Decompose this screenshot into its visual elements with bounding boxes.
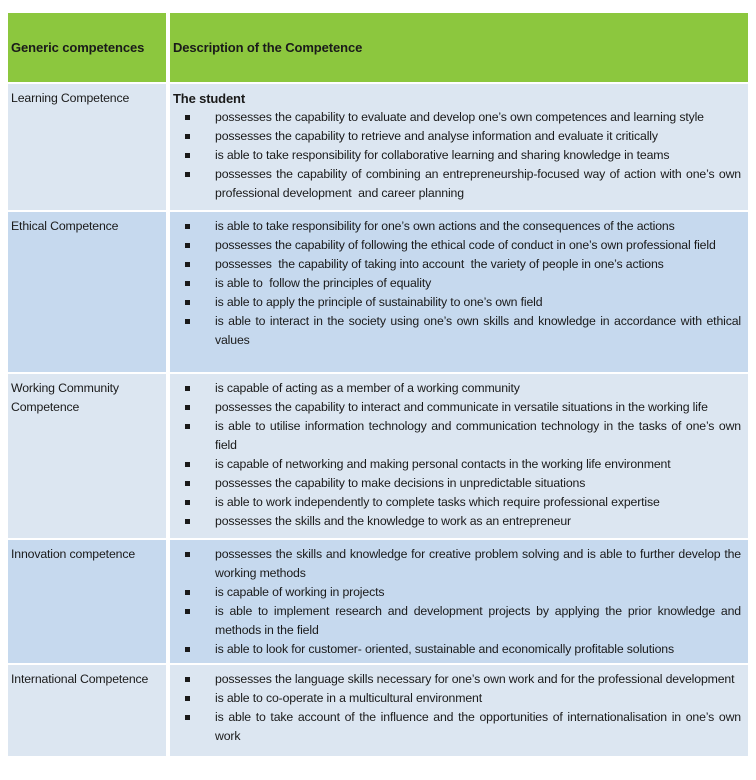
bullet-item <box>173 236 741 255</box>
bullet-text: is capable of networking and making personal contacts in the working life environment <box>215 457 671 471</box>
bullet-item <box>173 493 741 512</box>
square-bullet-icon <box>173 236 215 255</box>
bullet-text: is able to interact in the society using one’s own skills and knowledge in accordance with ethical values <box>215 314 741 347</box>
table-header-row <box>8 13 748 82</box>
bullet-text: is able to look for customer- oriented, sustainable and economically profitable solutions <box>215 642 674 656</box>
description-cell <box>170 212 748 372</box>
square-bullet-icon <box>173 640 215 659</box>
bullet-item <box>173 583 741 602</box>
square-bullet-icon <box>173 108 215 127</box>
header-generic-competences: Generic competences <box>8 13 166 82</box>
bullet-text: is able to work independently to complete tasks which require professional expertise <box>215 495 660 509</box>
bullet-item <box>173 670 741 689</box>
bullet-item <box>173 398 741 417</box>
bullet-item <box>173 602 741 640</box>
square-bullet-icon <box>173 146 215 165</box>
square-bullet-icon <box>173 602 215 640</box>
bullet-item <box>173 379 741 398</box>
square-bullet-icon <box>173 670 215 689</box>
bullet-item <box>173 274 741 293</box>
competence-name-cell <box>8 212 166 372</box>
bullet-list <box>173 379 741 531</box>
table-row <box>8 665 748 756</box>
competence-name: International Competence <box>11 672 149 686</box>
bullet-list <box>173 217 741 350</box>
table-body <box>8 84 748 756</box>
bullet-text: possesses the capability to retrieve and analyse information and evaluate it critically <box>215 129 658 143</box>
description-cell <box>170 84 748 210</box>
competence-name: Ethical Competence <box>11 219 119 233</box>
square-bullet-icon <box>173 545 215 583</box>
competence-name: Innovation competence <box>11 547 136 561</box>
square-bullet-icon <box>173 474 215 493</box>
square-bullet-icon <box>173 274 215 293</box>
bullet-text: possesses the skills and the knowledge to work as an entrepreneur <box>215 514 571 528</box>
bullet-text: possesses the capability of combining an entrepreneurship-focused way of action with one’s own professional development and career planning <box>215 167 741 200</box>
square-bullet-icon <box>173 127 215 146</box>
competence-name-cell <box>8 84 166 210</box>
table-row <box>8 212 748 372</box>
description-cell <box>170 374 748 538</box>
bullet-text: possesses the capability to interact and communicate in versatile situations in the working life <box>215 400 708 414</box>
bullet-item <box>173 708 741 746</box>
square-bullet-icon <box>173 217 215 236</box>
bullet-item <box>173 108 741 127</box>
bullet-text: is able to follow the principles of equality <box>215 276 432 290</box>
bullet-text: is able to co-operate in a multicultural environment <box>215 691 482 705</box>
square-bullet-icon <box>173 689 215 708</box>
competence-name: Working Community Competence <box>11 381 119 414</box>
bullet-list <box>173 545 741 659</box>
bullet-item <box>173 474 741 493</box>
bullet-text: is capable of acting as a member of a working community <box>215 381 520 395</box>
bullet-item <box>173 312 741 350</box>
table-row <box>8 540 748 663</box>
bullet-item <box>173 165 741 203</box>
bullet-item <box>173 255 741 274</box>
bullet-text: is able to utilise information technology and communication technology in the tasks of one’s own field <box>215 419 741 452</box>
bullet-text: is capable of working in projects <box>215 585 385 599</box>
bullet-item <box>173 689 741 708</box>
competence-name-cell <box>8 374 166 538</box>
bullet-text: possesses the language skills necessary for one’s own work and for the professional development <box>215 672 735 686</box>
table-row <box>8 374 748 538</box>
square-bullet-icon <box>173 379 215 398</box>
bullet-text: is able to implement research and development projects by applying the prior knowledge and methods in the field <box>215 604 741 637</box>
bullet-text: possesses the capability of taking into account the variety of people in one’s actions <box>215 257 664 271</box>
competence-name: Learning Competence <box>11 91 130 105</box>
bullet-text: is able to take account of the influence and the opportunities of internationalisation in one’s own work <box>215 710 741 743</box>
bullet-text: possesses the skills and knowledge for creative problem solving and is able to further develop the working methods <box>215 547 741 580</box>
header-description-of-competence: Description of the Competence <box>170 13 748 82</box>
square-bullet-icon <box>173 398 215 417</box>
bullet-item <box>173 417 741 455</box>
bullet-item <box>173 127 741 146</box>
bullet-text: is able to apply the principle of sustainability to one’s own field <box>215 295 543 309</box>
bullet-text: is able to take responsibility for collaborative learning and sharing knowledge in teams <box>215 148 670 162</box>
bullet-list <box>173 670 741 746</box>
table-row <box>8 84 748 210</box>
competence-name-cell <box>8 665 166 756</box>
square-bullet-icon <box>173 455 215 474</box>
bullet-item <box>173 146 741 165</box>
bullet-text: is able to take responsibility for one’s own actions and the consequences of the actions <box>215 219 675 233</box>
square-bullet-icon <box>173 583 215 602</box>
description-cell <box>170 540 748 663</box>
square-bullet-icon <box>173 417 215 455</box>
bullet-item <box>173 512 741 531</box>
bullet-item <box>173 545 741 583</box>
square-bullet-icon <box>173 293 215 312</box>
bullet-text: possesses the capability to evaluate and develop one’s own competences and learning style <box>215 110 704 124</box>
square-bullet-icon <box>173 165 215 203</box>
bullet-text: possesses the capability to make decisions in unpredictable situations <box>215 476 586 490</box>
bullet-text: possesses the capability of following the ethical code of conduct in one’s own professional field <box>215 238 716 252</box>
bullet-item <box>173 293 741 312</box>
description-intro: The student <box>173 91 246 106</box>
competence-name-cell <box>8 540 166 663</box>
square-bullet-icon <box>173 493 215 512</box>
description-cell <box>170 665 748 756</box>
square-bullet-icon <box>173 255 215 274</box>
square-bullet-icon <box>173 512 215 531</box>
square-bullet-icon <box>173 312 215 350</box>
bullet-item <box>173 217 741 236</box>
bullet-item <box>173 455 741 474</box>
competences-table <box>8 13 748 756</box>
square-bullet-icon <box>173 708 215 746</box>
bullet-item <box>173 640 741 659</box>
bullet-list <box>173 108 741 203</box>
